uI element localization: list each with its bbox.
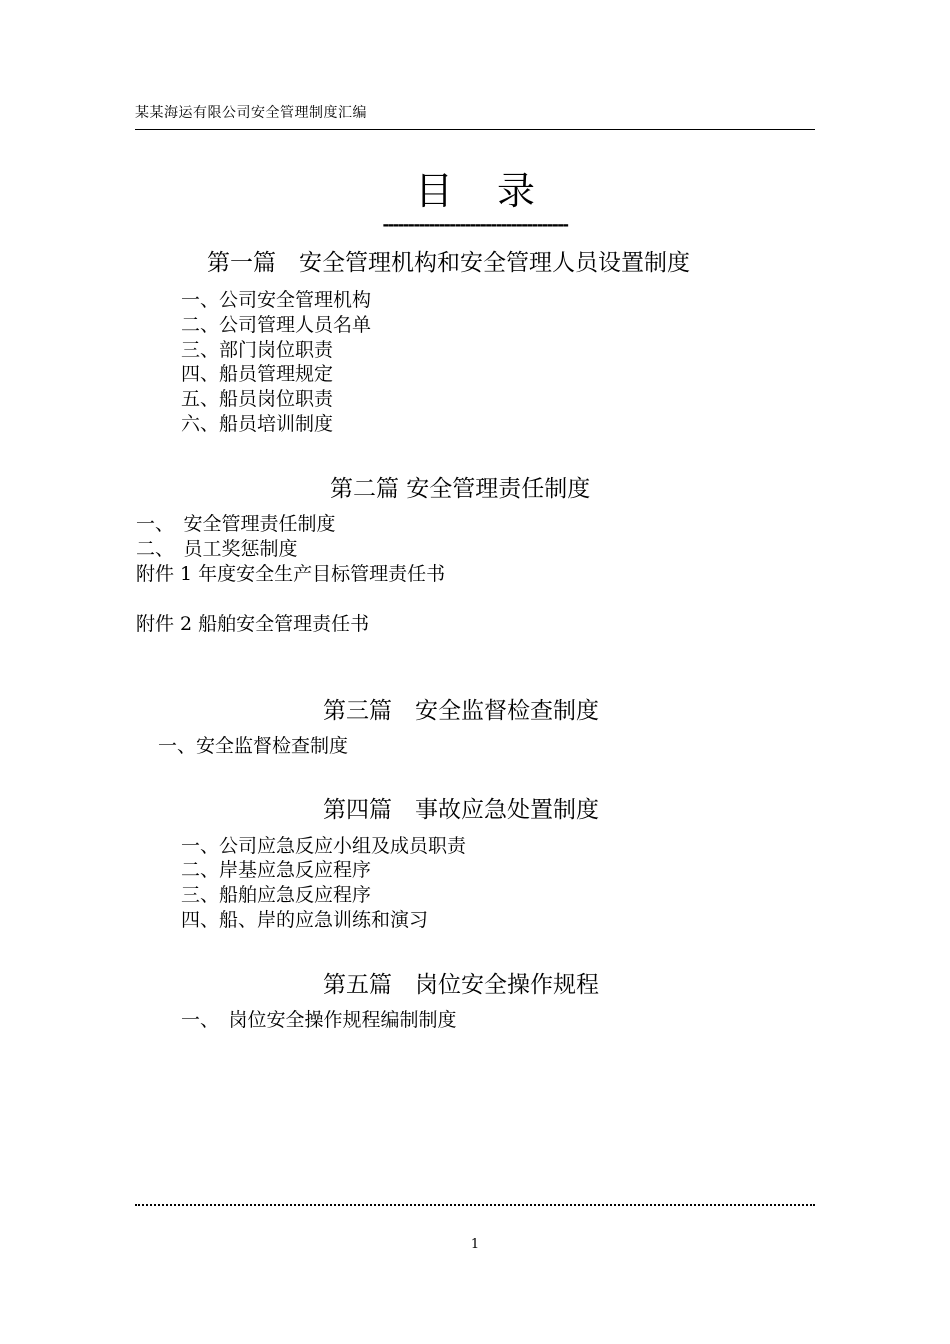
toc-item: 五、船员岗位职责: [181, 388, 334, 410]
section-heading-3: 第三篇 安全监督检查制度: [323, 698, 599, 724]
toc-item: 二、 员工奖惩制度: [136, 538, 298, 560]
title-separator: ------------------------------------: [382, 215, 568, 234]
toc-item: 二、岸基应急反应程序: [181, 859, 372, 881]
title-part-1: 目: [414, 169, 453, 213]
footer-rule: [135, 1204, 815, 1206]
toc-item: 一、公司安全管理机构: [181, 289, 372, 311]
toc-item: 二、公司管理人员名单: [181, 314, 372, 336]
toc-item: 三、部门岗位职责: [181, 339, 334, 361]
toc-item: 一、公司应急反应小组及成员职责: [181, 835, 467, 857]
toc-item: 一、 岗位安全操作规程编制制度: [181, 1009, 457, 1031]
section-heading-1: 第一篇 安全管理机构和安全管理人员设置制度: [207, 250, 690, 276]
toc-item: 四、船员管理规定: [181, 363, 334, 385]
toc-item: 一、安全监督检查制度: [158, 735, 349, 757]
toc-item: 附件 1 年度安全生产目标管理责任书: [136, 563, 446, 585]
toc-item: 四、船、岸的应急训练和演习: [181, 909, 429, 931]
toc-item: 一、 安全管理责任制度: [136, 513, 336, 535]
section-heading-4: 第四篇 事故应急处置制度: [323, 797, 599, 823]
toc-item: 六、船员培训制度: [181, 413, 334, 435]
header-rule: [135, 129, 815, 130]
section-heading-2: 第二篇 安全管理责任制度: [330, 476, 591, 502]
running-header: 某某海运有限公司安全管理制度汇编: [135, 105, 367, 121]
page-number: 1: [470, 1237, 480, 1252]
section-heading-5: 第五篇 岗位安全操作规程: [323, 972, 599, 998]
toc-item: 三、船舶应急反应程序: [181, 884, 372, 906]
title-part-2: 录: [497, 169, 536, 213]
page-title: [0, 160, 950, 215]
toc-item: 附件 2 船舶安全管理责任书: [136, 613, 370, 635]
